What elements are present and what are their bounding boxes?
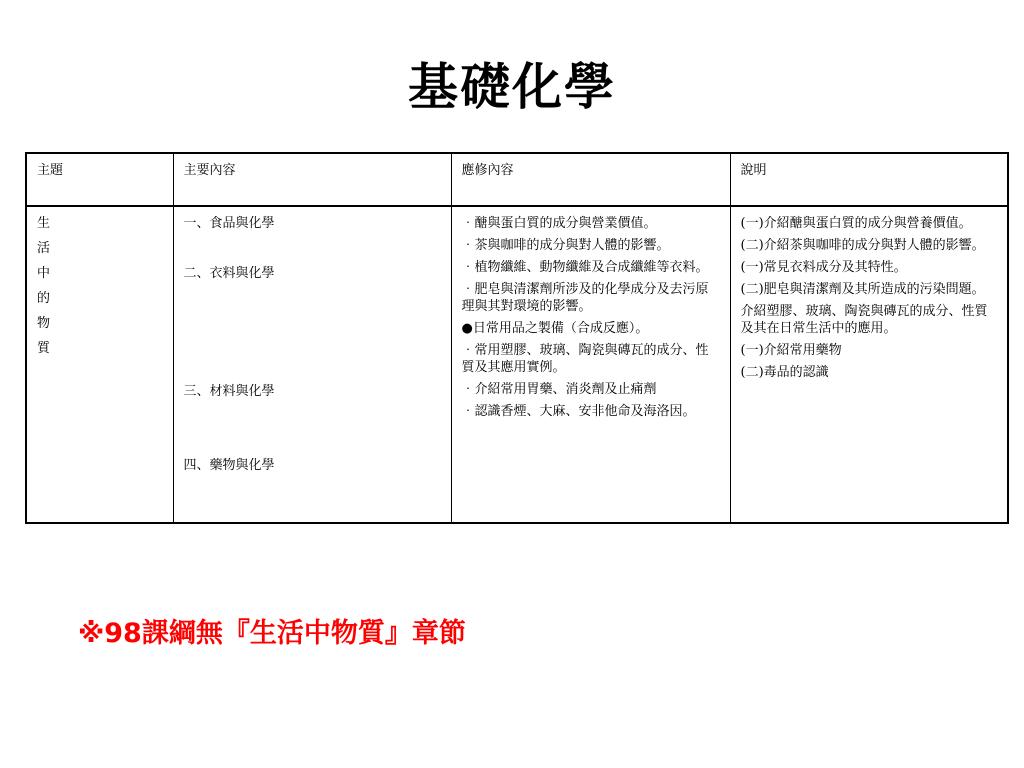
header-required-content: 應修內容 <box>451 153 730 206</box>
header-notes: 說明 <box>730 153 1008 206</box>
topic-cell <box>26 206 173 523</box>
header-main-content: 主要內容 <box>173 153 451 206</box>
main-item-food: 一、食品與化學 <box>183 216 275 231</box>
list-item: ‧認識香煙、大麻、安非他命及海洛因。 <box>461 404 696 419</box>
list-item: (一)介紹醣與蛋白質的成分與營養價值。 <box>740 216 972 231</box>
list-item: (二)肥皂與清潔劑及其所造成的污染問題。 <box>740 282 985 297</box>
topic-char: 活 <box>37 241 51 256</box>
notes-cell <box>730 206 1008 523</box>
notes-list <box>741 215 998 381</box>
topic-char: 生 <box>37 216 51 231</box>
table-header-row <box>26 153 1008 206</box>
main-item-clothing: 二、衣料與化學 <box>183 266 275 281</box>
main-item-materials: 三、材料與化學 <box>183 384 275 399</box>
topic-vertical-text <box>37 215 163 357</box>
list-item: (一)介紹常用藥物 <box>740 343 842 358</box>
topic-char: 中 <box>37 266 51 281</box>
list-item: ‧介紹常用胃藥、消炎劑及止痛劑 <box>461 382 657 397</box>
header-topic: 主題 <box>26 153 173 206</box>
list-item: (一)常見衣料成分及其特性。 <box>740 260 907 275</box>
topic-char: 的 <box>37 291 51 306</box>
list-item: ‧植物纖維、動物纖維及合成纖維等衣料。 <box>461 260 709 275</box>
list-item: (二)毒品的認識 <box>740 365 829 380</box>
curriculum-table <box>25 152 1009 524</box>
footnote-warning: ※98課綱無『生活中物質』章節 <box>78 618 466 649</box>
list-item: 介紹塑膠、玻璃、陶瓷與磚瓦的成分、性質及其在日常生活中的應用。 <box>740 304 988 336</box>
required-content-cell <box>451 206 730 523</box>
main-content-list <box>184 215 441 515</box>
list-item: ‧茶與咖啡的成分與對人體的影響。 <box>461 238 670 253</box>
list-item: ‧肥皂與清潔劑所涉及的化學成分及去污原理與其對環境的影響。 <box>461 282 709 314</box>
main-item-drugs: 四、藥物與化學 <box>183 458 275 473</box>
list-item: (二)介紹茶與咖啡的成分與對人體的影響。 <box>740 238 985 253</box>
main-content-cell <box>173 206 451 523</box>
list-item: ‧醣與蛋白質的成分與營業價值。 <box>461 216 657 231</box>
topic-char: 物 <box>37 316 51 331</box>
table-row <box>26 206 1008 523</box>
list-item: ●日常用品之製備（合成反應）。 <box>461 321 649 336</box>
list-item: ‧常用塑膠、玻璃、陶瓷與磚瓦的成分、性質及其應用實例。 <box>461 343 709 375</box>
required-content-list <box>462 215 720 420</box>
topic-char: 質 <box>37 341 51 356</box>
slide-title: 基礎化學 <box>408 57 616 116</box>
